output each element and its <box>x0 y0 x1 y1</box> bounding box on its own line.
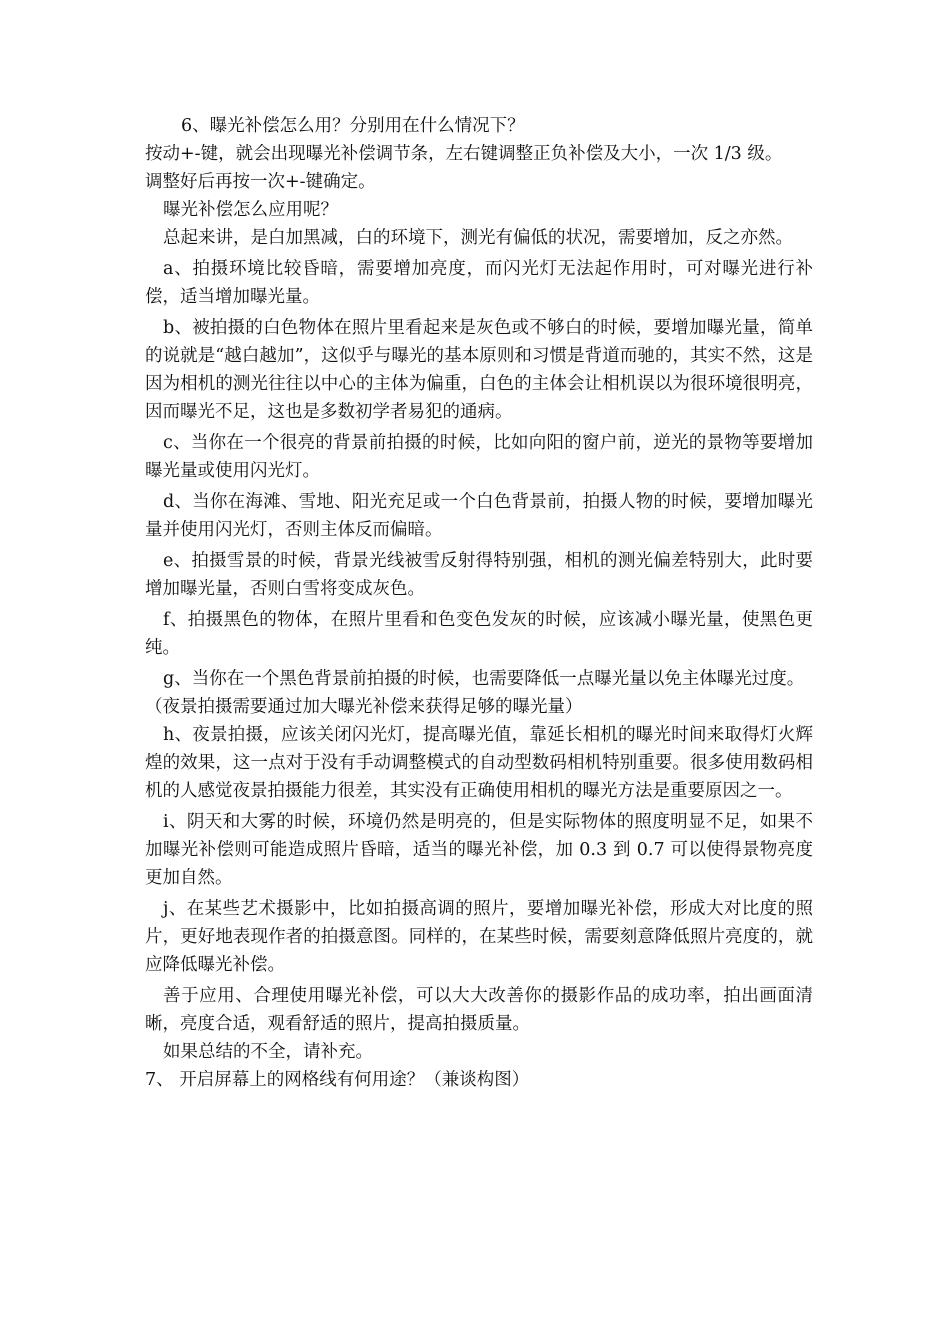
paragraph-case-d: d、当你在海滩、雪地、阳光充足或一个白色背景前，拍摄人物的时候，要增加曝光量并使用闪光灯，否则主体反而偏暗。 <box>145 492 813 540</box>
question-6-heading: 6、曝光补偿怎么用？分别用在什么情况下？ <box>181 116 525 136</box>
paragraph-case-a: a、拍摄环境比较昏暗，需要增加亮度，而闪光灯无法起作用时，可对曝光进行补偿，适当增加曝光量。 <box>145 259 813 307</box>
paragraph-case-b: b、被拍摄的白色物体在照片里看起来是灰色或不够白的时候，要增加曝光量，简单的说就是“越白越加”，这似乎与曝光的基本原则和习惯是背道而驰的，其实不然，这是因为相机的测光往往以中心的主体为偏重，白色的主体会让相机误以为很环境很明亮，因而曝光不足，这也是多数初学者易犯的通病。 <box>145 318 813 422</box>
paragraph-confirm: 调整好后再按一次+-键确定。 <box>145 172 376 192</box>
paragraph-night-note: （夜景拍摄需要通过加大曝光补偿来获得足够的曝光量） <box>145 697 583 717</box>
document-body <box>145 112 813 1094</box>
paragraph-case-c: c、当你在一个很亮的背景前拍摄的时候，比如向阳的窗户前，逆光的景物等要增加曝光量或使用闪光灯。 <box>145 433 813 481</box>
paragraph-case-i: i、阴天和大雾的时候，环境仍然是明亮的，但是实际物体的照度明显不足，如果不加曝光补偿则可能造成照片昏暗，适当的曝光补偿，加 0.3 到 0.7 可以使得景物亮度更加自然。 <box>145 812 813 888</box>
paragraph-case-h: h、夜景拍摄，应该关闭闪光灯，提高曝光值，靠延长相机的曝光时间来取得灯火辉煌的效果，这一点对于没有手动调整模式的自动型数码相机特别重要。很多使用数码相机的人感觉夜景拍摄能力很差，其实没有正确使用相机的曝光方法是重要原因之一。 <box>145 725 813 801</box>
paragraph-case-e: e、拍摄雪景的时候，背景光线被雪反射得特别强，相机的测光偏差特别大，此时要增加曝光量，否则白雪将变成灰色。 <box>145 551 813 599</box>
paragraph-case-j: j、在某些艺术摄影中，比如拍摄高调的照片，要增加曝光补偿，形成大对比度的照片，更好地表现作者的拍摄意图。同样的，在某些时候，需要刻意降低照片亮度的，就应降低曝光补偿。 <box>145 899 813 975</box>
paragraph-how-to-apply: 曝光补偿怎么应用呢？ <box>163 200 338 220</box>
paragraph-case-f: f、拍摄黑色的物体，在照片里看和色变色发灰的时候，应该减小曝光量，使黑色更纯。 <box>145 610 813 658</box>
paragraph-case-g: g、当你在一个黑色背景前拍摄的时候，也需要降低一点曝光量以免主体曝光过度。 <box>163 669 805 689</box>
paragraph-general-rule: 总起来讲，是白加黑减，白的环境下，测光有偏低的状况，需要增加，反之亦然。 <box>163 228 793 248</box>
paragraph-summary: 善于应用、合理使用曝光补偿，可以大大改善你的摄影作品的成功率，拍出画面清晰，亮度合适，观看舒适的照片，提高拍摄质量。 <box>145 986 813 1034</box>
paragraph-keys-usage: 按动+-键，就会出现曝光补偿调节条，左右键调整正负补偿及大小，一次 1/3 级。 <box>145 144 783 164</box>
question-7-heading: 7、 开启屏幕上的网格线有何用途？（兼谈构图） <box>145 1070 530 1090</box>
paragraph-closing: 如果总结的不全，请补充。 <box>163 1042 373 1062</box>
